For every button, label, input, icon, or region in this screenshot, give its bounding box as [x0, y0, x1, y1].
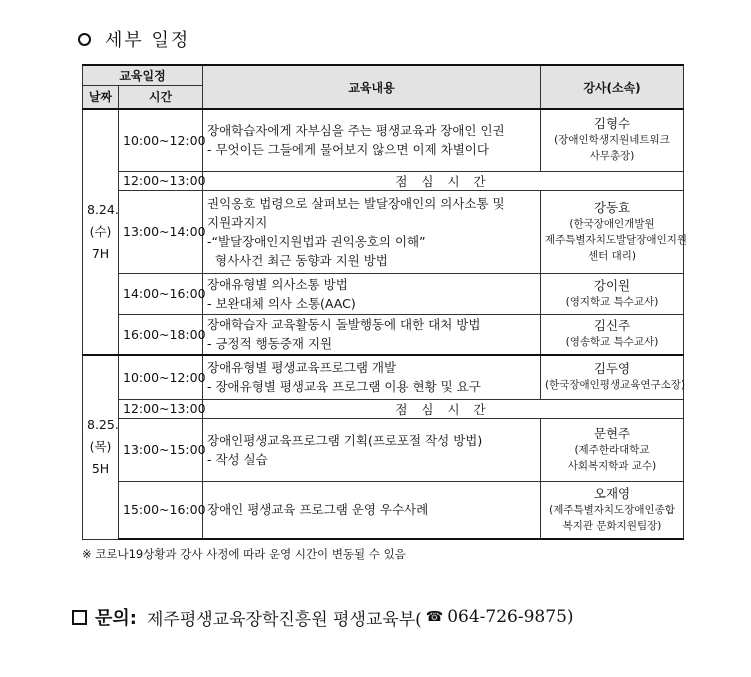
- contact-label: 문의:: [95, 608, 137, 629]
- table-row: [83, 481, 684, 539]
- instructor-cell: 김형수 (장애인학생지원네트워크 사무총장): [541, 109, 684, 171]
- time-cell: 10:00~12:00: [119, 355, 203, 399]
- table-row: [83, 273, 684, 314]
- instructor-cell: 김두영 (한국장애인평생교육연구소장): [541, 355, 684, 399]
- header-date: 날짜: [83, 85, 119, 109]
- content-cell: 권익옹호 법령으로 살펴보는 발달장애인의 의사소통 및 지원과지지 -“발달장애인지원법과 권익옹호의 이해” 형사사건 최근 동향과 지원 방법: [203, 190, 541, 273]
- checkbox-square-icon: [72, 610, 87, 625]
- section-heading-text: 세부 일정: [105, 30, 191, 51]
- table-row: [83, 355, 684, 399]
- table-row: [83, 418, 684, 481]
- header-instructor: 강사(소속): [541, 65, 684, 109]
- instructor-name: 강이원: [593, 277, 631, 293]
- table-row: [83, 109, 684, 171]
- circle-bullet-icon: [78, 33, 91, 46]
- instructor-name: 김신주: [593, 318, 631, 334]
- date-cell: 8.24. (수) 7H: [83, 109, 119, 355]
- time-cell: 14:00~16:00: [119, 273, 203, 314]
- phone-icon: ☎: [425, 609, 444, 625]
- header-content: 교육내용: [203, 65, 541, 109]
- schedule-note: ※ 코로나19상황과 강사 사정에 따라 운영 시간이 변동될 수 있음: [82, 547, 406, 561]
- time-cell: 13:00~14:00: [119, 190, 203, 273]
- header-time: 시간: [119, 85, 203, 109]
- instructor-name: 오재영: [593, 485, 631, 501]
- time-cell: 15:00~16:00: [119, 481, 203, 539]
- time-cell: 10:00~12:00: [119, 109, 203, 171]
- lunch-break: 점 심 시 간: [203, 399, 684, 418]
- contact-line: [72, 604, 574, 630]
- instructor-cell: 강동효 (한국장애인개발원 제주특별자치도발달장애인지원 센터 대리): [541, 190, 684, 273]
- content-cell: 장애인평생교육프로그램 기획(프로포절 작성 방법) - 작성 실습: [203, 418, 541, 481]
- instructor-cell: 김신주 (영송학교 특수교사): [541, 314, 684, 355]
- instructor-name: 강동효: [593, 199, 631, 215]
- instructor-name: 김두영: [593, 361, 631, 377]
- table-row: [83, 314, 684, 355]
- section-heading: [78, 26, 190, 52]
- time-cell: 16:00~18:00: [119, 314, 203, 355]
- table-row: [83, 399, 684, 418]
- instructor-cell: 오재영 (제주특별자치도장애인종합 복지관 문화지원팀장): [541, 481, 684, 539]
- schedule-table: [82, 64, 688, 540]
- lunch-break: 점 심 시 간: [203, 171, 684, 190]
- content-cell: 장애인 평생교육 프로그램 운영 우수사례: [203, 481, 541, 539]
- content-cell: 장애학습자 교육활동시 돌발행동에 대한 대처 방법 - 긍정적 행동중재 지원: [203, 314, 541, 355]
- time-cell: 12:00~13:00: [119, 171, 203, 190]
- date-cell: 8.25. (목) 5H: [83, 355, 119, 539]
- content-cell: 장애학습자에게 자부심을 주는 평생교육과 장애인 인권 - 무엇이든 그들에게 물어보지 않으면 이제 차별이다: [203, 109, 541, 171]
- content-cell: 장애유형별 의사소통 방법 - 보완대체 의사 소통(AAC): [203, 273, 541, 314]
- time-cell: 13:00~15:00: [119, 418, 203, 481]
- contact-org: 제주평생교육장학진흥원 평생교육부(: [146, 609, 422, 630]
- contact-phone: 064-726-9875): [447, 607, 574, 627]
- instructor-cell: 강이원 (영지학교 특수교사): [541, 273, 684, 314]
- instructor-name: 문현주: [593, 425, 631, 441]
- header-schedule: 교육일정: [83, 65, 203, 85]
- table-row: [83, 171, 684, 190]
- table-row: [83, 190, 684, 273]
- instructor-name: 김형수: [593, 116, 631, 132]
- instructor-cell: 문현주 (제주한라대학교 사회복지학과 교수): [541, 418, 684, 481]
- content-cell: 장애유형별 평생교육프로그램 개발 - 장애유형별 평생교육 프로그램 이용 현황 및 요구: [203, 355, 541, 399]
- time-cell: 12:00~13:00: [119, 399, 203, 418]
